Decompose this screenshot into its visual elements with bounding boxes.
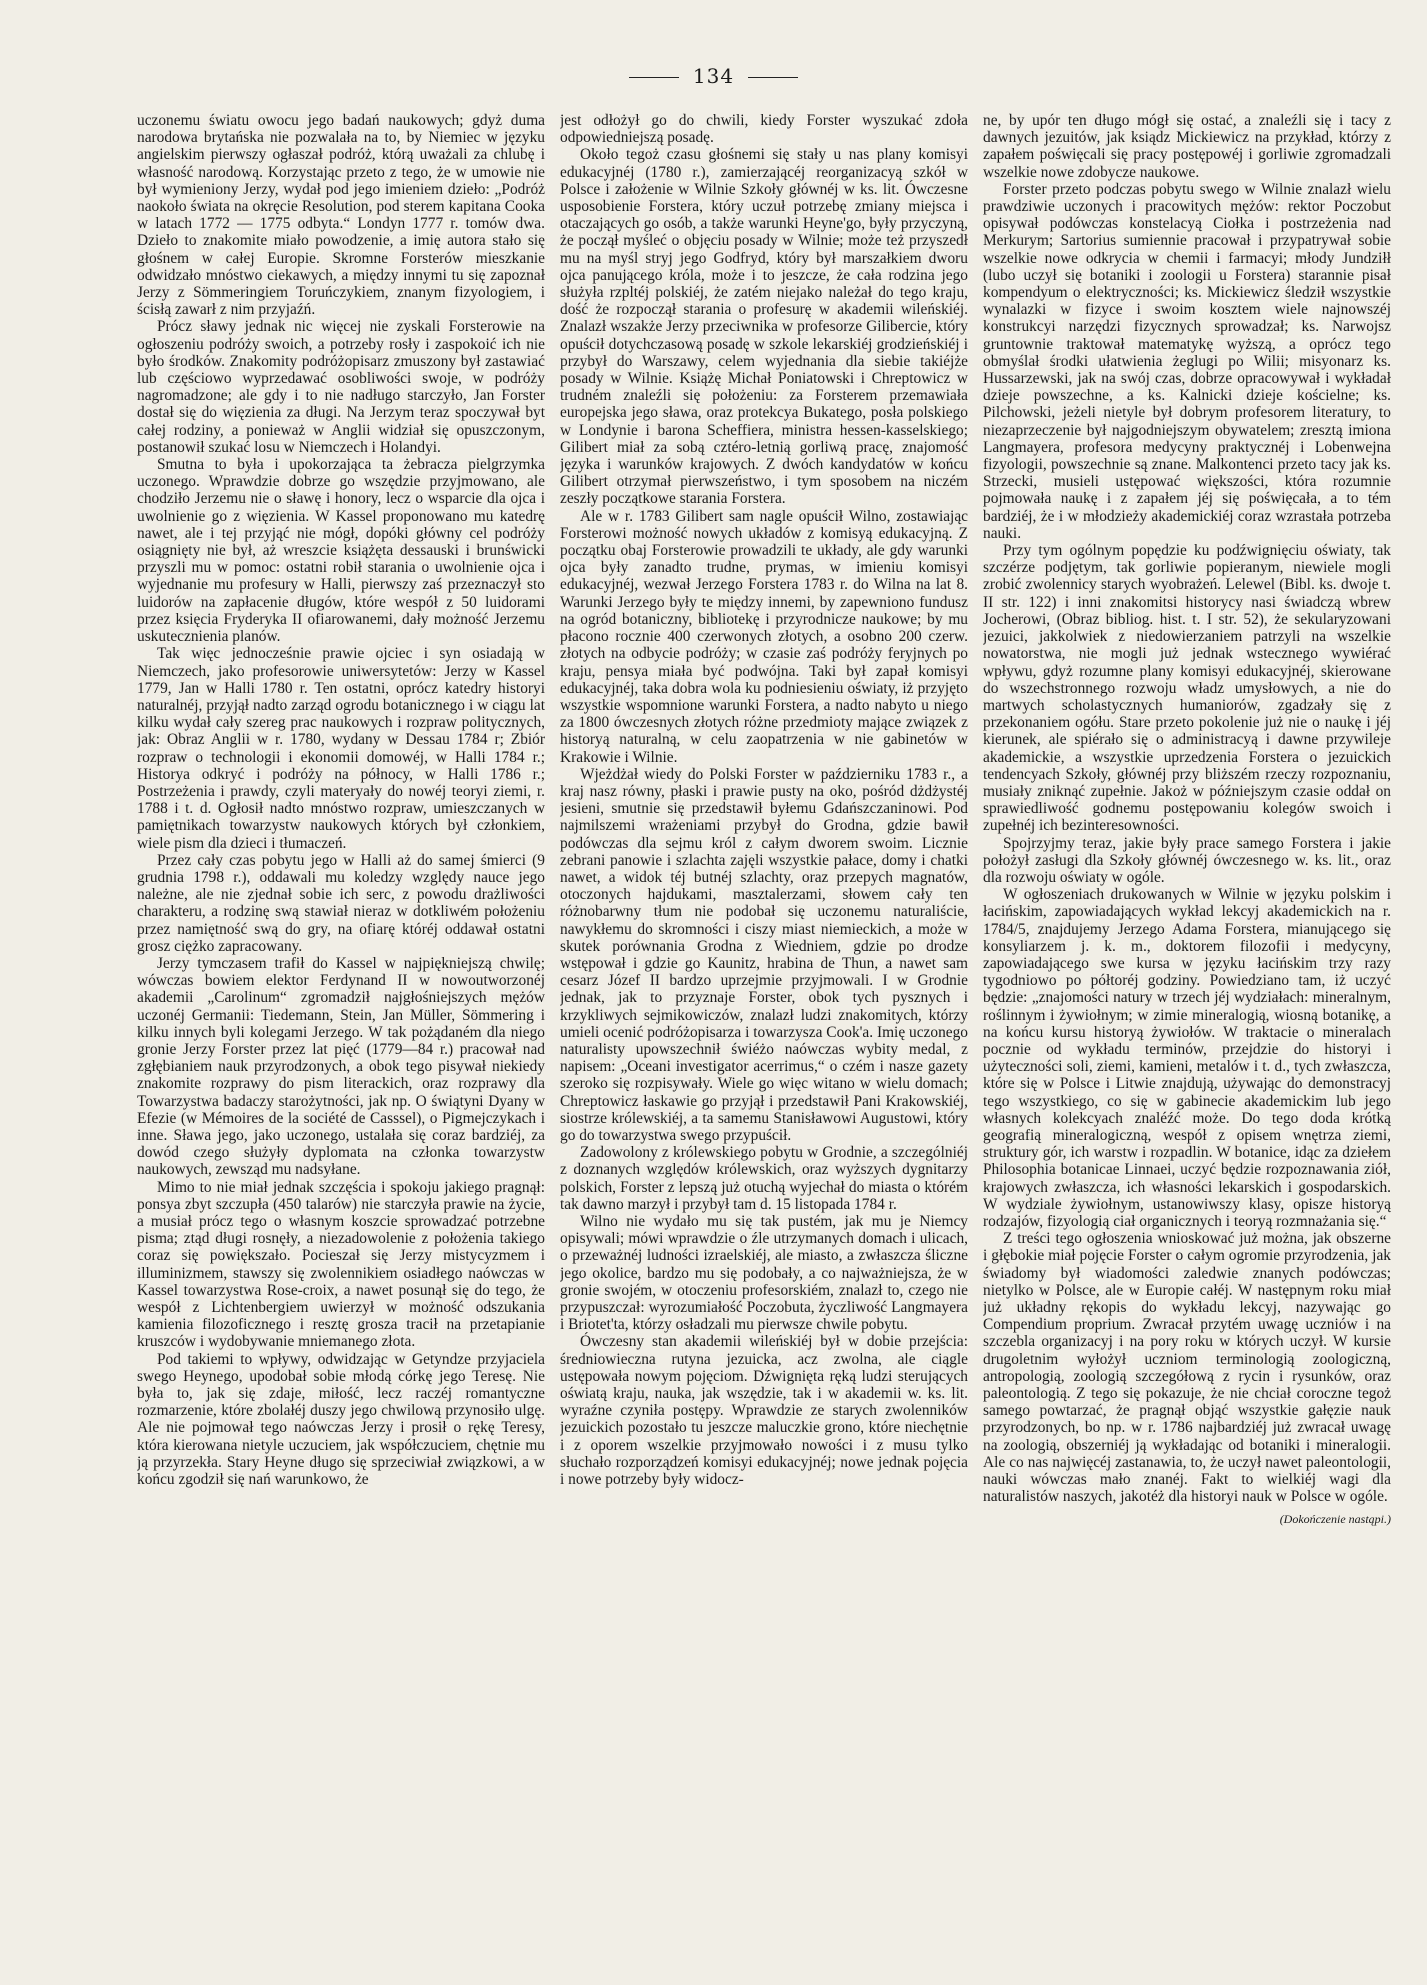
paragraph: W ogłoszeniach drukowanych w Wilnie w języku polskim i łacińskim, zapowiadających wykład lekcyj akademickich na r. 1784/5, znajdujemy Jerzego Adama Forstera, mianującego się konsyliarzem j. k. m., doktorem filozofii i medycyny, zapowiadającego swe kursa w języku łacińskim trzy razy tygodniowo po półtoréj godziny. Powiedziano tam, iż uczyć będzie: „znajomości natury w trzech jéj wydziałach: mineralnym, roślinnym i żywiołnym; w zimie mineralogią, wiosną botanikę, a na końcu kursu historyą żywiołów. W traktacie o mineralach pocznie od wykładu terminów, przejdzie do historyi i użyteczności soli, ziemi, kamieni, metalów i t. d., tych zwłaszcza, które się w Polsce i Litwie znajdują, używając do demonstracyj tego wszystkiego, co się w gabinecie akademickim lub jego własnych kolekcyach znaléźć może. Do tego doda krótką geografią mineralogiczną, wespół z opisem wnętrza ziemi, struktury gór, ich warstw i rozpadlin. W botanice, idąc za dziełem Philosophia botanicae Linnaei, uczyć będzie rozpoznawania ziół, krajowych zwłaszcza, ich własności lekarskich i gospodarskich. W wydziale żywiołnym, ustanowiwszy klasy, opisze historyą rodzajów, fizyologią ciał organicznych i teoryą rozmnażania się.“ bbox=[983, 886, 1391, 1230]
paragraph: Zadowolony z królewskiego pobytu w Grodnie, a szczególniéj z doznanych względów królewskich, oraz wyższych dygnitarzy polskich, Forster z lepszą już otuchą wyjechał do miasta o którém tak dawno marzył i przybył tam d. 15 listopada 1784 r. bbox=[560, 1144, 968, 1213]
paragraph: Przy tym ogólnym popędzie ku podźwignięciu oświaty, tak szczérze podjętym, tak gorliwie popieranym, niewiele mogli zrobić zwolennicy starych wyobrażeń. Lelewel (Bibl. ks. dwoje t. II str. 122) i inni znakomitsi historycy nasi świadczą wbrew Jocherowi, (Obraz bibliog. hist. t. I str. 52), że sekularyzowani jezuici, jakkolwiek z niedowierzaniem patrzyli na wszelkie nowatorstwa, nie mogli już jednak wstecznego wywiérać wpływu, gdyż rozumne plany komisyi edukacyjnéj, skierowane do wszechstronnego rozwoju władz umysłowych, a nie do martwych scholastycznych humaniorów, zgadzały się z przekonaniem ogółu. Stare przeto pokolenie już nie o naukę i jéj kierunek, ale spiérało się o administracyą i dawne przywileje akademickie, a wszystkie uprzedzenia Forstera o jezuickich tendencyach Szkoły, głównéj przy bliższém rzeczy rozpoznaniu, musiały zniknąć zupełnie. Jakoż w późniejszym czasie oddał on sprawiedliwość godnemu postępowaniu kolegów swoich i zupełnéj ich bezinteresowności. bbox=[983, 542, 1391, 835]
paragraph: uczonemu światu owocu jego badań naukowych; gdyż duma narodowa brytańska nie pozwalała na to, by Niemiec w języku angielskim pierwszy ogłaszał podróż, którą uważali za chlubę i własność narodową. Korzystając przeto z tego, że w umowie nie był wymieniony Jerzy, wydał pod jego imieniem dzieło: „Podróż naokoło świata na okręcie Resolution, pod sterem kapitana Cooka w latach 1772 — 1775 odbyta.“ Londyn 1777 r. tomów dwa. Dzieło to znakomite miało powodzenie, a imię autora stało się głośnem w całej Europie. Skromne Forsterów mieszkanie odwidzało mnóstwo ciekawych, a między innymi tu się zapoznał Jerzy z Sömmeringiem Toruńczykiem, znanym fizyologiem, i ścisłą zawarł z nim przyjaźń. bbox=[137, 112, 545, 319]
page-number bbox=[0, 64, 1427, 88]
paragraph: Z treści tego ogłoszenia wnioskować już można, jak obszerne i głębokie miał pojęcie Forster o całym ogromie przyrodzenia, jak świadomy był wiadomości zaledwie znanych podówczas; nietylko w Polsce, ale w Europie całéj. W następnym roku miał już układny rękopis do wykładu lekcyj, nazywając go Compendium proprium. Zwracał przytém uwagę uczniów i na szczebla organizacyj i na pory roku w których uczył. W kursie drugoletnim wyłożył uczniom terminologią zoologiczną, antropologią, zoologią szczegółową z rycin i rysunków, oraz paleontologią. Z tego się pokazuje, że nie chciał coroczne tegoż samego powtarzać, że pragnął objąć wszystkie gałęzie nauk przyrodzonych, bo np. w r. 1786 najbardziéj już zwracał uwagę na zoologią, obszerniéj ją wykładając od botaniki i mineralogii. Ale co nas najwięcéj zastanawia, to, że uczył nawet paleontologii, nauki wówczas mało znanéj. Fakt to wielkiéj wagi dla naturalistów naszych, jakotéż dla historyi nauk w Polsce w ogóle. bbox=[983, 1230, 1391, 1506]
paragraph: Wjeżdżał wiedy do Polski Forster w październiku 1783 r., a kraj nasz równy, płaski i prawie pusty na oko, pośród dżdżystéj jesieni, smutnie się przedstawił byłemu Gdańszczaninowi. Pod najmilszemi wrażeniami przybył do Grodna, gdzie bawił podówczas dla sejmu król z całym dworem swoim. Licznie zebrani panowie i szlachta zajęli wszystkie pałace, domy i chatki nawet, a widok téj butnéj szlachty, oraz przepych magnatów, otoczonych hajdukami, masztalerzami, słowem cały ten różnobarwny tłum nie podobał się uczonemu naturaliście, nawykłemu do skromności i ciszy miast niemieckich, a może w skutek porównania Grodna z Wiedniem, gdzie po drodze wstępował i gdzie go Kaunitz, hrabina de Thun, a nawet sam cesarz Józef II bardzo uprzejmie przyjmowali. I w Grodnie jednak, jak to przyznaje Forster, obok tych pysznych i krzykliwych sejmikowiczów, znalazł ludzi znakomitych, którzy umieli ocenić podróżopisarza i towarzysza Cook'a. Imię uczonego naturalisty upowszechnił świéżo naówczas wybity medal, z napisem: „Oceani investigator acerrimus,“ o czém i nasze gazety szeroko się rozpisywały. Wiele go więc witano w wielu domach; Chreptowicz łaskawie go przyjął i przedstawił Pani Krakowskiéj, siostrze królewskiéj, a ta samemu Stanisławowi Augustowi, który go do towarzystwa swego przypuścił. bbox=[560, 765, 968, 1144]
column-3 bbox=[983, 112, 1391, 1930]
paragraph: Prócz sławy jednak nic więcej nie zyskali Forsterowie na ogłoszeniu podróży swoich, a potrzeby rosły i zaspokoić ich nie było środków. Znakomity podróżopisarz zmuszony był zastawiać lub częściowo wyprzedawać osobliwości swoje, w podróży nagromadzone; ale gdy i to nie nadługo starczyło, Jan Forster dostał się do więzienia za długi. Na Jerzym teraz spoczywał byt całej rodziny, a ponieważ w Anglii widział się opuszczonym, postanowił szukać losu w Niemczech i Holandyi. bbox=[137, 318, 545, 456]
text-columns bbox=[137, 112, 1412, 1930]
paragraph: Ale w r. 1783 Gilibert sam nagle opuścił Wilno, zostawiając Forsterowi możność nowych układów z komisyą edukacyjną. Z początku obaj Forsterowie prowadzili te układy, ale gdy warunki ojca były zanadto trudne, prymas, w imieniu komisyi edukacyjnéj, wezwał Jerzego Forstera 1783 r. do Wilna na lat 8. Warunki Jerzego były te między innemi, by zapewniono fundusz na ogród botaniczny, bibliotekę i przyrodnicze naukowe; by mu płacono rocznie 400 czerwonych złotych, a osobno 200 czerw. złotych na odbycie podróży; w czasie zaś podróży feryjnych po kraju, pensya miała być podwójna. Taki był zapał komisyi edukacyjnéj, taka dobra wola ku podniesieniu oświaty, iż przyjęto wszystkie wspomnione warunki Forstera, a nadto nabyto u niego za 1800 ówczesnych złotych różne przedmioty mające związek z historyą naturalną, w celu zaopatrzenia w nie gabinetów w Krakowie i Wilnie. bbox=[560, 507, 968, 766]
paragraph: Przez cały czas pobytu jego w Halli aż do samej śmierci (9 grudnia 1798 r.), oddawali mu koledzy względy nauce jego należne, ale nie zjednał sobie ich serc, z powodu drażliwości charakteru, a rodzinę swą stawiał nieraz w dotkliwém położeniu przez namiętność swą do gry, na ofiarę któréj oddawał ostatni grosz ciężko zapracowany. bbox=[137, 851, 545, 955]
continuation-note: (Dokończenie nastąpi.) bbox=[1279, 1512, 1391, 1527]
paragraph: Spojrzyjmy teraz, jakie były prace samego Forstera i jakie położył zasługi dla Szkoły głównéj ówczesnego w. ks. lit., oraz dla rozwoju oświaty w ogóle. bbox=[983, 834, 1391, 886]
paragraph: jest odłożył go do chwili, kiedy Forster wyszukać zdoła odpowiedniejszą posadę. bbox=[560, 112, 968, 147]
paragraph: Około tegoż czasu głośnemi się stały u nas plany komisyi edukacyjnéj (1780 r.), zamierzającéj reorganizacyą szkół w Polsce i założenie w Wilnie Szkoły głównéj w ks. lit. Ówczesne usposobienie Forstera, który uczuł potrzebę zmiany miejsca i otaczających go osób, a także warunki Heyne'go, były przyczyną, że począł myśleć o objęciu posady w Wilnie; może też przyszedł mu na myśl stryj jego Godfryd, który był marszałkiem dworu ojca panującego króla, może i to jeszcze, że cała rodzina jego służyła rzpltéj polskiéj, że zatém niejako należał do tego kraju, dość że rozpoczął starania o profesurę w akademii wileńskiéj. Znalazł wszakże Jerzy przeciwnika w profesorze Gilibercie, który opuścił dotychczasową posadę w szkole lekarskiéj grodzieńskiéj i przybył do Warszawy, celem wyjednania dla siebie takiéjże posady w Wilnie. Książę Michał Poniatowski i Chreptowicz w trudném znaleźli się położeniu: za Forsterem przemawiała europejska jego sława, oraz protekcya Bukatego, posła polskiego w Londynie i barona Scheffiera, ministra hessen-kasselskiego; Gilibert miał za sobą cztéro-letnią gorliwą pracę, znajomość języka i warunków krajowych. Z dwóch kandydatów w końcu Gilibert otrzymał pierwszeństwo, i tym sposobem na niczém zeszły początkowe starania Forstera. bbox=[560, 146, 968, 508]
page-number-text: 134 bbox=[692, 64, 735, 88]
folio-rule-left bbox=[629, 77, 679, 78]
paragraph: Mimo to nie miał jednak szczęścia i spokoju jakiego pragnął: ponsya zbyt szczupła (450 talarów) nie starczyła prawie na życie, a musiał prócz tego o własnym koszcie sprowadzać potrzebne pisma; ztąd długi rosnęły, a niezadowolenie z położenia takiego coraz się powiększało. Pocieszał się Jerzy mistycyzmem i illuminizmem, stawszy się zwolennikiem osiadłego naówczas w Kassel towarzystwa Rose-croix, a nawet posunął się do tego, że wespół z Lichtenbergiem uwierzył w możność odszukania kamienia filozoficznego i resztę grosza tracił na przetapianie kruszców i wydobywanie mniemanego złota. bbox=[137, 1178, 545, 1351]
folio-rule-right bbox=[748, 77, 798, 78]
paragraph: ne, by upór ten długo mógł się ostać, a znaleźli się i tacy z dawnych jezuitów, jak ksiądz Mickiewicz na przykład, którzy z zapałem poświęcali się pracy postępowéj i gorliwie zgromadzali wszelkie nowe zdobycze naukowe. bbox=[983, 112, 1391, 181]
column-2 bbox=[560, 112, 968, 1930]
paragraph: Smutna to była i upokorzająca ta żebracza pielgrzymka uczonego. Wprawdzie dobrze go wszędzie przyjmowano, ale chodziło Jerzemu nie o sławę i honory, lecz o wsparcie dla ojca i uwolnienie go z więzienia. W Kassel proponowano mu katedrę nawet, ale i tej przyjąć nie mógł, dopóki główny cel podróży osiągnięty nie był, aż wreszcie książęta dessauski i brunświcki przyszli mu w pomoc: ostatni robił starania o uwolnienie ojca i wyjednanie mu profesury w Halli, pierwszy zaś przeznaczył sto luidorów na zapłacenie długów, które wespół z 50 luidorami przez księcia Fryderyka II ofiarowanemi, dały możność Jerzemu uskutecznienia planów. bbox=[137, 456, 545, 646]
paragraph: Ówczesny stan akademii wileńskiéj był w dobie przejścia: średniowieczna rutyna jezuicka, acz zwolna, ale ciągle ustępowała nowym pojęciom. Dźwignięta ręką ludzi sterujących oświatą kraju, nauka, jak wszędzie, tak i w akademii w. ks. lit. wyraźne czyniła postępy. Wprawdzie ze starych zwolenników jezuickich pozostało tu jeszcze maluczkie grono, które niechętnie i z oporem wszelkie przyjmowało nowości i z musu tylko słuchało rozporządzeń komisyi edukacyjnéj; nowe jednak pojęcia i nowe potrzeby były widocz- bbox=[560, 1333, 968, 1489]
column-1 bbox=[137, 112, 545, 1930]
paragraph: Forster przeto podczas pobytu swego w Wilnie znalazł wielu prawdziwie uczonych i pracowitych mężów: rektor Poczobut opisywał podówczas konstelacyą Ciołka i postrzeżenia nad Merkurym; Sartorius sumiennie pracował i przypatrywał sobie wszelkie nowe odkrycia w chemii i farmacyi; młody Jundziłł (lubo uczył się botaniki i zoologii u Forstera) starannie pisał kompendyum o elektryczności; ks. Mickiewicz śledził wszystkie wynalazki w fizyce i swoim kosztem wiele najnowszéj konstrukcyi narzędzi fizycznych sprowadzał; ks. Narwojsz gruntownie traktował matematykę wyższą, a oprócz tego obmyślał środki ułatwienia żeglugi po Wilii; misyonarz ks. Hussarzewski, jak na swój czas, dobrze opracowywał i wykładał dzieje powszechne, a ks. Kalnicki dzieje kościelne; ks. Pilchowski, jeżeli nietyle był dobrym profesorem literatury, to niezaprzeczenie był najgodniejszym obywatelem; zresztą imiona Langmayera, profesora medycyny praktycznéj i Lobenwejna fizyologii, powszechnie są znane. Malkontenci przeto tacy jak ks. Strzecki, musieli ustępować większości, która rozumnie pojmowała naukę i z zapałem jéj się poświęcała, a to tém bardziéj, że i w młodzieży akademickiéj coraz wzrastała potrzeba nauki. bbox=[983, 180, 1391, 542]
paragraph: Wilno nie wydało mu się tak pustém, jak mu je Niemcy opisywali; mówi wprawdzie o źle utrzymanych domach i ulicach, o przeważnéj ludności izraelskiéj, ale miasto, a zwłaszcza śliczne jego okolice, bardzo mu się podobały, a co najważniejsza, że w gronie swojém, w otoczeniu profesorskiém, znalazł to, czego nie przypuszczał: wyrozumiałość Poczobuta, życzliwość Langmayera i Briotet'ta, którzy osładzali mu pierwsze chwile pobytu. bbox=[560, 1213, 968, 1334]
paragraph: Pod takiemi to wpływy, odwidzając w Getyndze przyjaciela swego Heynego, upodobał sobie młodą córkę jego Teresę. Nie była to, jak się zdaje, miłość, lecz raczéj romantyczne rozmarzenie, które zbolałéj duszy jego chwilową przynosiło ulgę. Ale nie pojmował tego naówczas Jerzy i prosił o rękę Teresy, która kierowana nietyle uczuciem, jak współczuciem, chętnie mu ją przyrzekła. Stary Heyne długo się sprzeciwiał związkowi, a w końcu zgodził się nań warunkowo, że bbox=[137, 1350, 545, 1489]
paragraph: Jerzy tymczasem trafił do Kassel w najpiękniejszą chwilę; wówczas bowiem elektor Ferdynand II w nowoutworzonéj akademii „Carolinum“ zgromadził najgłośniejszych mężów uczonéj Germanii: Tiedemann, Stein, Jan Müller, Sömmering i kilku innych byli kolegami Jerzego. W tak pożądaném dla niego gronie Jerzy Forster przez lat pięć (1779—84 r.) pracował nad zgłębianiem nauk przyrodzonych, a obok tego pisywał niekiedy znakomite rozprawy do pism literackich, oraz rozprawy dla Towarzystwa badaczy starożytności, jak np. O świątyni Dyany w Efezie (w Mémoires de la société de Casssel), o Pigmejczykach i inne. Sława jego, jako uczonego, ustalała się coraz bardziéj, za dowód czego służyły dyplomata na członka towarzystw naukowych, zewsząd mu nadsyłane. bbox=[137, 954, 545, 1179]
paragraph: Tak więc jednocześnie prawie ojciec i syn osiadają w Niemczech, jako profesorowie uniwersytetów: Jerzy w Kassel 1779, Jan w Halli 1780 r. Ten ostatni, oprócz katedry historyi naturalnéj, przyjął nadto zarząd ogrodu botanicznego i w ciągu lat kilku wydał cały szereg prac naukowych i rozpraw politycznych, jak: Obraz Anglii w r. 1780, wydany w Dessau 1784 r; Zbiór rozpraw o technologii i ekonomii domowéj, w Halli 1784 r.; Historya odkryć i podróży na północy, w Halli 1786 r.; Postrzeżenia i prawdy, czyli materyały do nowéj teoryi ziemi, r. 1788 i t. d. Ogłosił nadto mnóstwo rozpraw, umieszczanych w pamiętnikach towarzystw naukowych których był członkiem, wiele pism dla dzieci i tłumaczeń. bbox=[137, 645, 545, 852]
